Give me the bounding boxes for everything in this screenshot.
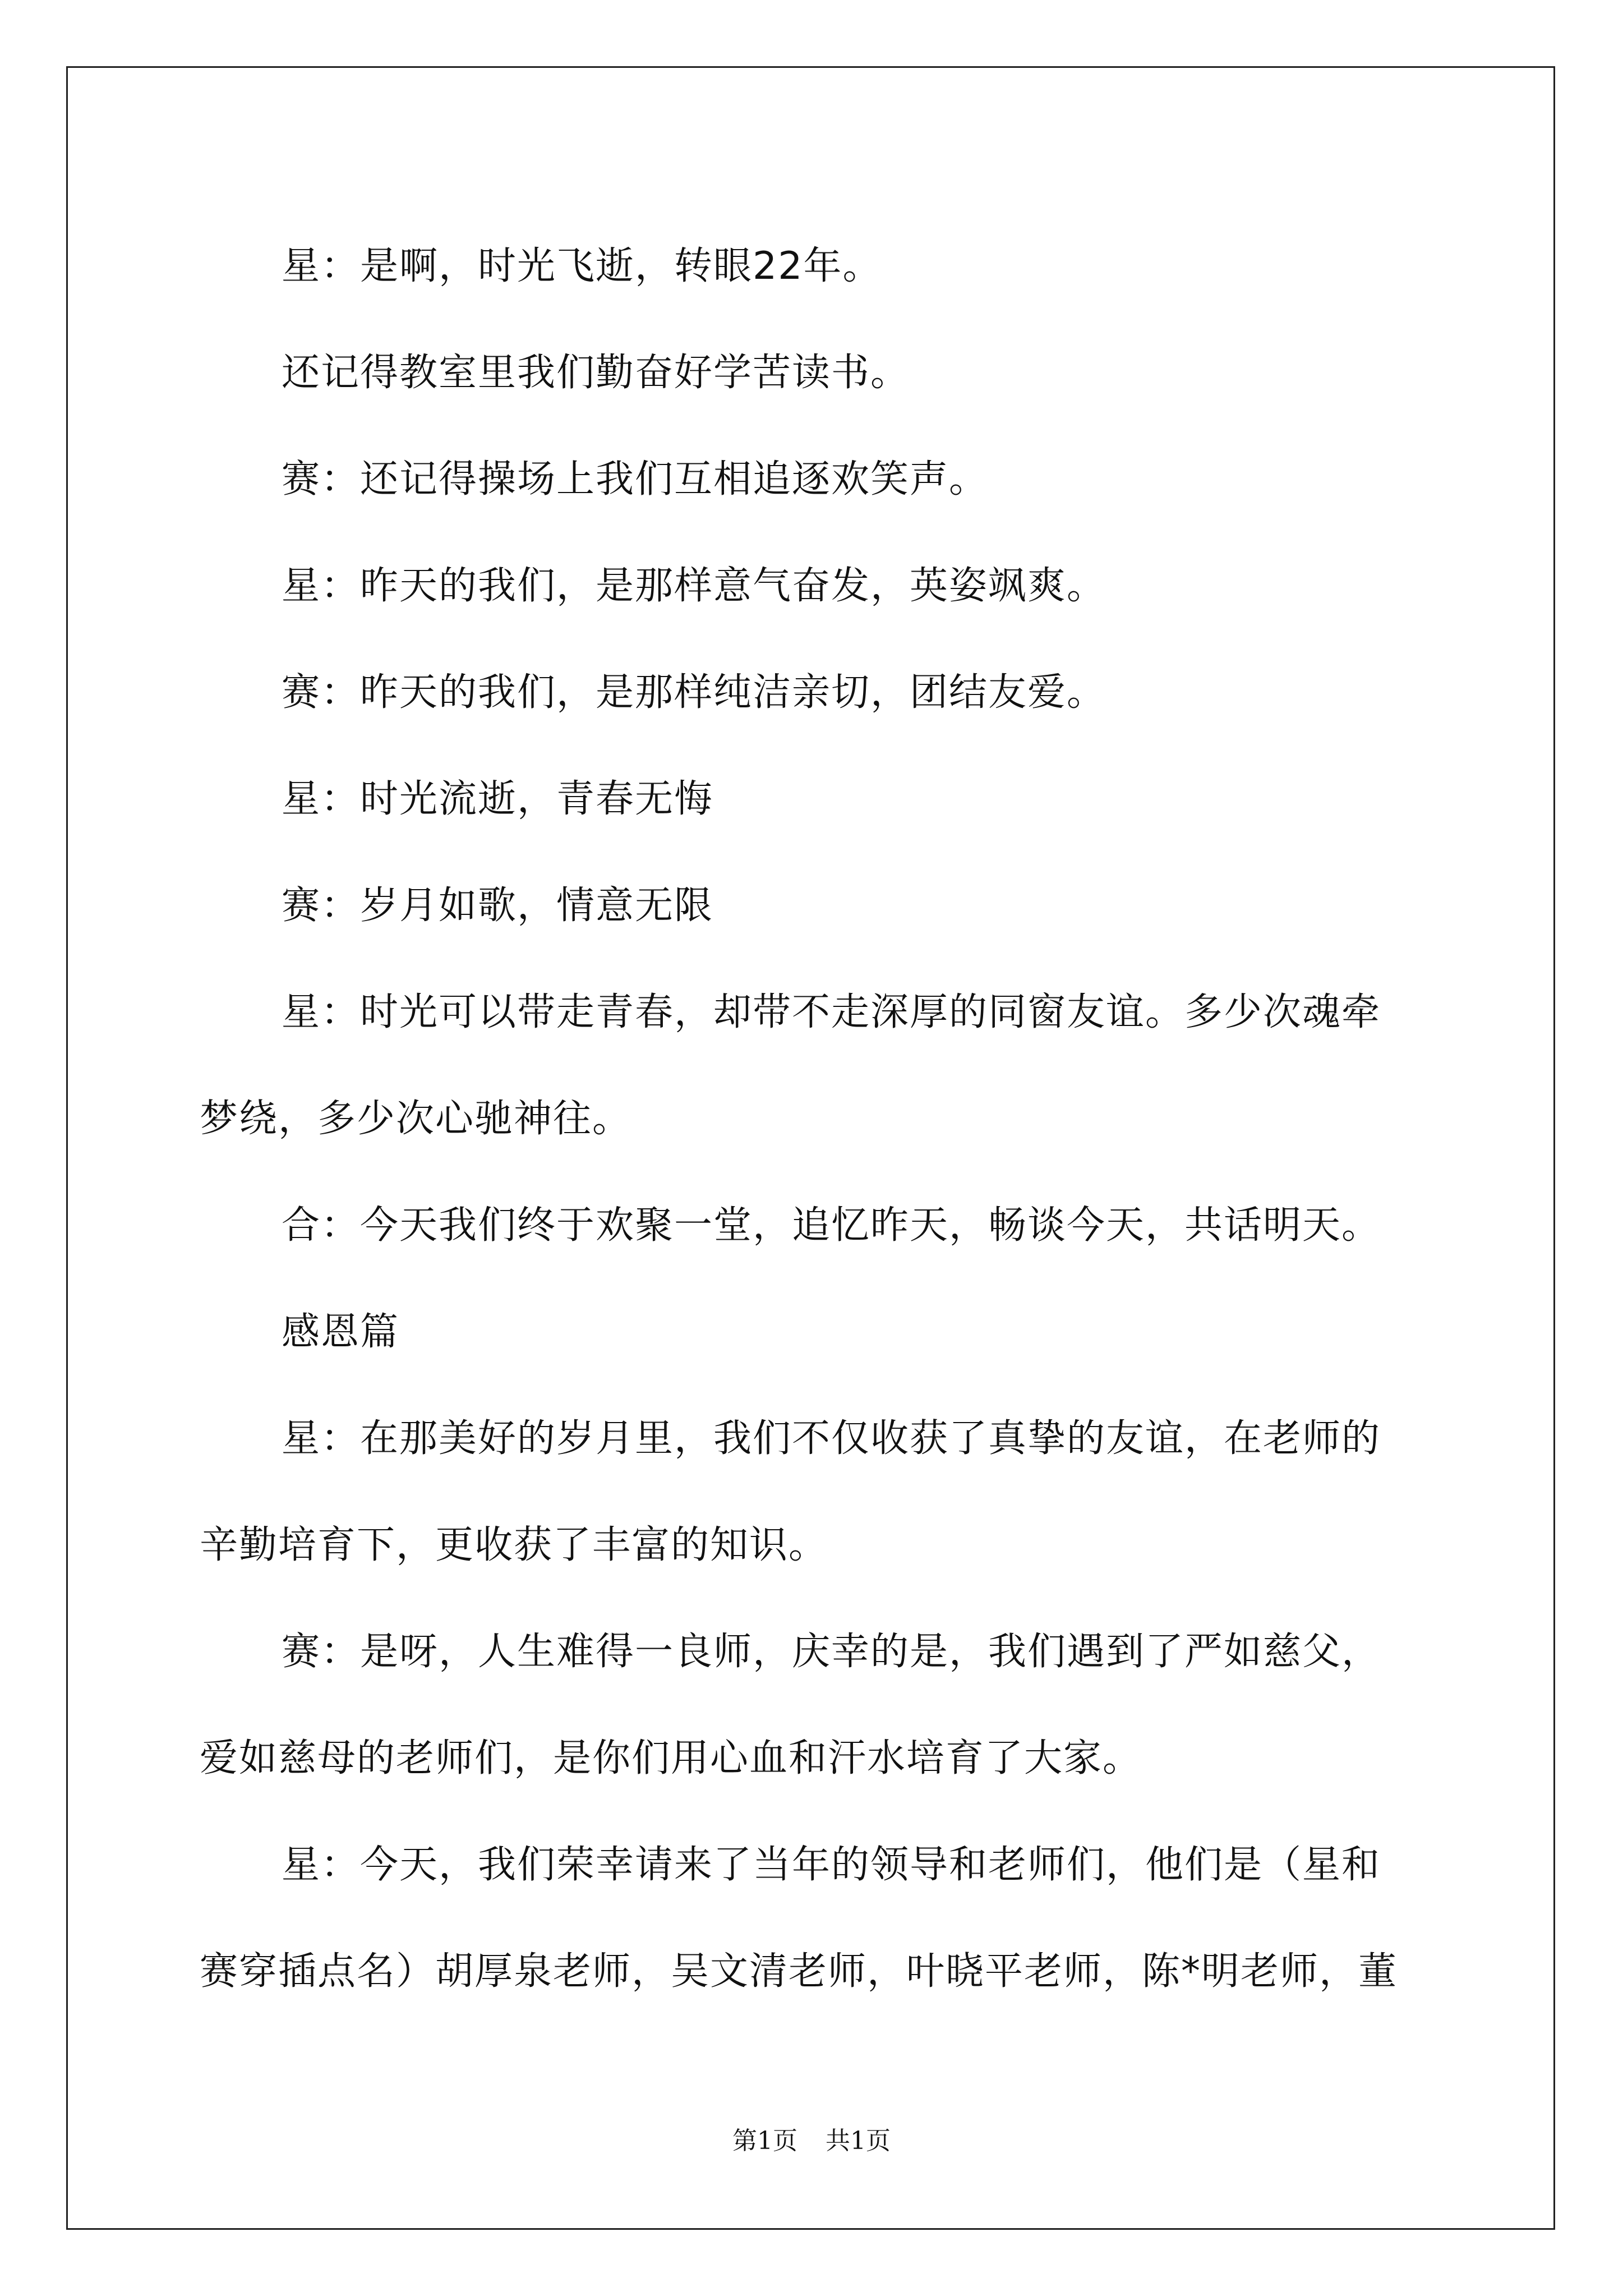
paragraph: 还记得教室里我们勤奋好学苦读书。	[282, 351, 910, 395]
paragraph: 赛：还记得操场上我们互相追逐欢笑声。	[282, 457, 989, 501]
section-heading: 感恩篇	[282, 1310, 400, 1354]
paragraph: 星：今天，我们荣幸请来了当年的领导和老师们，他们是（星和 赛穿插点名）胡厚泉老师，吴文清老师，叶晓平老师，陈*明老师，董	[200, 1843, 1398, 1994]
paragraph: 星：时光流逝，青春无悔	[282, 777, 714, 821]
paragraph: 星：昨天的我们，是那样意气奋发，英姿飒爽。	[282, 564, 1106, 608]
document-body	[200, 213, 1432, 2025]
paragraph: 合：今天我们终于欢聚一堂，追忆昨天，畅谈今天，共话明天。	[282, 1203, 1381, 1248]
paragraph: 赛：昨天的我们，是那样纯洁亲切，团结友爱。	[282, 670, 1106, 715]
paragraph: 赛：是呀，人生难得一良师，庆幸的是，我们遇到了严如慈父， 爱如慈母的老师们，是你们用心血和汗水培育了大家。	[200, 1630, 1381, 1780]
paragraph: 星：是啊，时光飞逝，转眼22年。	[282, 244, 882, 288]
page-footer	[0, 2120, 1623, 2156]
page-number: 第1页	[732, 2127, 797, 2155]
page-total: 共1页	[826, 2127, 891, 2155]
paragraph: 星：在那美好的岁月里，我们不仅收获了真挚的友谊，在老师的 辛勤培育下，更收获了丰富的知识。	[200, 1416, 1381, 1567]
paragraph: 赛：岁月如歌，情意无限	[282, 884, 714, 928]
paragraph: 星：时光可以带走青春，却带不走深厚的同窗友谊。多少次魂牵 梦绕，多少次心驰神往。	[200, 990, 1381, 1141]
